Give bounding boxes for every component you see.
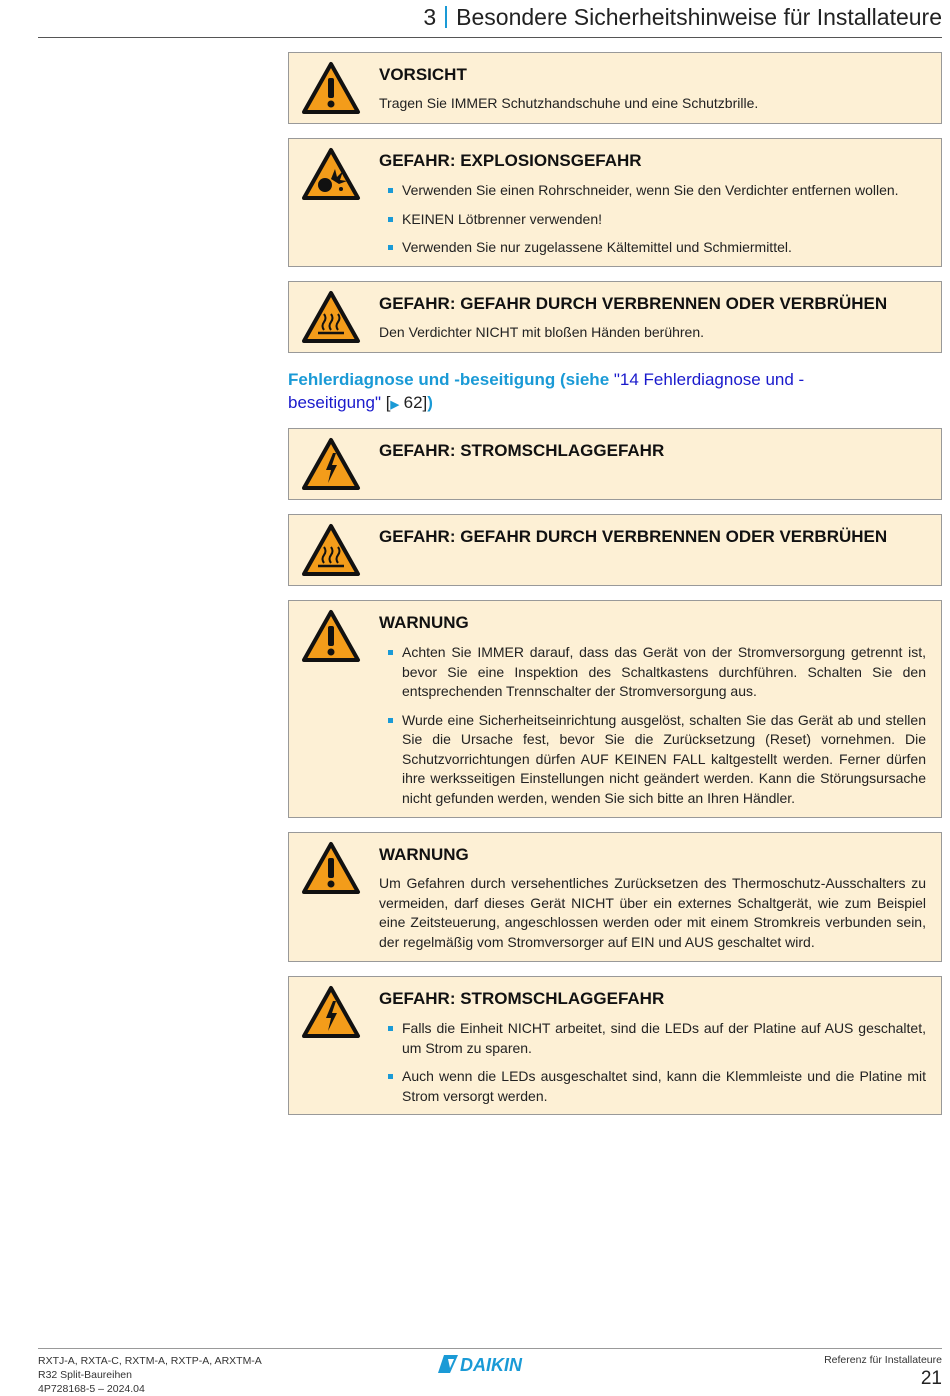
explosion-danger-box bbox=[288, 138, 942, 267]
bullet-list bbox=[379, 1019, 926, 1106]
box-text: Den Verdichter NICHT mit bloßen Händen berühren. bbox=[379, 324, 705, 340]
page-ref-number: 62] bbox=[398, 393, 428, 412]
bullet-list bbox=[379, 643, 926, 808]
box-title: GEFAHR: GEFAHR DURCH VERBRENNEN ODER VERBRÜHEN bbox=[379, 294, 888, 313]
cross-reference-link[interactable]: "14 Fehlerdiagnose und -beseitigung" bbox=[288, 370, 805, 412]
footer-doc-id: 4P728168-5 – 2024.04 bbox=[38, 1383, 145, 1395]
box-title: GEFAHR: EXPLOSIONSGEFAHR bbox=[379, 151, 642, 170]
footer-models: RXTJ-A, RXTA-C, RXTM-A, RXTP-A, ARXTM-A bbox=[38, 1355, 262, 1367]
electric-shock-box bbox=[288, 976, 942, 1115]
box-title: GEFAHR: STROMSCHLAGGEFAHR bbox=[379, 441, 665, 460]
list-item: Verwenden Sie nur zugelassene Kältemittel und Schmiermittel. bbox=[379, 238, 926, 258]
page-header bbox=[38, 0, 942, 38]
caution-box bbox=[288, 52, 942, 124]
box-body bbox=[379, 643, 926, 817]
box-text: Um Gefahren durch versehentliches Zurücksetzen des Thermoschutz-Ausschalters zu vermeiden, darf dieses Gerät NICHT über ein externes Schaltgerät, wie zum Beispiel eine Zeitsteuerung, angeschlossen werden oder mit einem Stromkreis verbunden sein, der regelmäßig vom Stromversorger auf EIN und AUS geschaltet wird. bbox=[379, 875, 926, 950]
explosion-icon bbox=[301, 147, 361, 201]
hot-surface-icon bbox=[301, 290, 361, 344]
electric-shock-box bbox=[288, 428, 942, 500]
section-heading-close: ) bbox=[427, 393, 433, 412]
footer-series: R32 Split-Baureihen bbox=[38, 1369, 132, 1381]
warning-exclamation-icon bbox=[301, 841, 361, 895]
warning-box bbox=[288, 832, 942, 962]
footer-divider bbox=[38, 1348, 942, 1349]
hot-surface-icon bbox=[301, 523, 361, 577]
box-title: WARNUNG bbox=[379, 845, 469, 864]
list-item: Auch wenn die LEDs ausgeschaltet sind, kann die Klemmleiste und die Platine mit Strom versorgt werden. bbox=[379, 1067, 926, 1106]
list-item: Wurde eine Sicherheitseinrichtung ausgelöst, schalten Sie das Gerät ab und stellen Sie die Ursache fest, bevor Sie die Zurücksetzung (Reset) vornehmen. Die Schutzvorrichtungen dürfen AUF KEINEN FALL kaltgestellt werden. Ferner dürfen ihre werksseitigen Einstellungen nicht geändert werden. Kann die Störungsursache nicht gefunden werden, wenden Sie sich bitte an Ihren Händler. bbox=[379, 711, 926, 809]
page-ref-triangle-icon[interactable]: ▶ bbox=[390, 399, 399, 411]
chapter-separator bbox=[445, 6, 447, 28]
list-item: Achten Sie IMMER darauf, dass das Gerät von der Stromversorgung getrennt ist, bevor Sie eine Inspektion des Schaltkastens durchführen. Schalten Sie den entsprechenden Trennschalter der Stromversorgung aus. bbox=[379, 643, 926, 702]
section-heading bbox=[288, 368, 848, 417]
box-title: GEFAHR: GEFAHR DURCH VERBRENNEN ODER VERBRÜHEN bbox=[379, 527, 888, 546]
list-item: Verwenden Sie einen Rohrschneider, wenn Sie den Verdichter entfernen wollen. bbox=[379, 181, 926, 201]
box-text: Tragen Sie IMMER Schutzhandschuhe und eine Schutzbrille. bbox=[379, 95, 759, 111]
daikin-logo bbox=[438, 1353, 542, 1375]
chapter-title: Besondere Sicherheitshinweise für Installateure bbox=[456, 4, 942, 30]
box-title: WARNUNG bbox=[379, 613, 469, 632]
warning-exclamation-icon bbox=[301, 61, 361, 115]
section-heading-text: Fehlerdiagnose und -beseitigung (siehe bbox=[288, 370, 614, 389]
chapter-number: 3 bbox=[423, 4, 437, 30]
footer-info bbox=[38, 1354, 262, 1396]
page-number: 21 bbox=[920, 1368, 942, 1389]
warning-exclamation-icon bbox=[301, 609, 361, 663]
footer-reference: Referenz für Installateure bbox=[824, 1354, 942, 1366]
box-body bbox=[379, 1019, 926, 1115]
box-title: VORSICHT bbox=[379, 65, 467, 84]
warning-box bbox=[288, 600, 942, 818]
page-ref-open: [ bbox=[381, 393, 391, 412]
chapter-heading bbox=[423, 4, 942, 31]
box-title: GEFAHR: STROMSCHLAGGEFAHR bbox=[379, 989, 665, 1008]
burn-danger-box bbox=[288, 514, 942, 586]
electric-shock-icon bbox=[301, 437, 361, 491]
box-body bbox=[379, 181, 926, 267]
list-item: KEINEN Lötbrenner verwenden! bbox=[379, 210, 926, 230]
brand-name: DAIKIN bbox=[460, 1355, 522, 1375]
bullet-list bbox=[379, 181, 926, 258]
burn-danger-box bbox=[288, 281, 942, 353]
list-item: Falls die Einheit NICHT arbeitet, sind die LEDs auf der Platine auf AUS geschaltet, um Strom zu sparen. bbox=[379, 1019, 926, 1058]
electric-shock-icon bbox=[301, 985, 361, 1039]
